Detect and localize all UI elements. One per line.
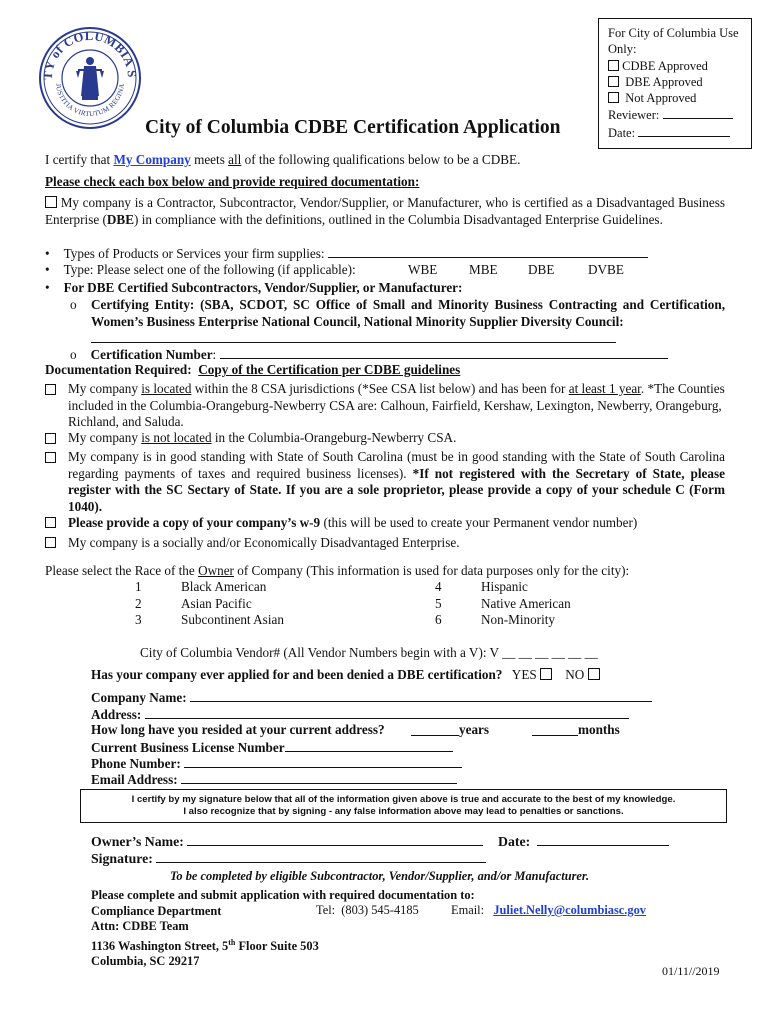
located-checkbox[interactable] — [45, 384, 56, 395]
race-label-1: Black American — [181, 579, 267, 594]
office-option-not: Not Approved — [608, 90, 751, 106]
types-products-line: • Types of Products or Services your firm supplies: — [45, 245, 648, 262]
disadvantaged-checkbox-row — [45, 535, 725, 552]
disadvantaged-text: My company is a socially and/or Economically Disadvantaged Enterprise. — [68, 535, 460, 550]
race-num-5[interactable]: 5 — [435, 596, 442, 611]
disadvantaged-checkbox[interactable] — [45, 537, 56, 548]
not-approved-checkbox[interactable] — [608, 92, 619, 103]
tel-line: Tel: (803) 545-4185 — [316, 903, 419, 917]
race-label-4: Hispanic — [481, 579, 528, 594]
attn-line: Attn: CDBE Team — [91, 919, 189, 933]
contact-email-link[interactable]: Juliet.Nelly@columbiasc.gov — [493, 903, 646, 917]
attestation-box — [80, 789, 727, 823]
email-contact-line: Email: Juliet.Nelly@columbiasc.gov — [451, 903, 646, 917]
owner-name-input[interactable] — [187, 833, 483, 846]
years-label: years — [459, 722, 490, 737]
race-num-1[interactable]: 1 — [135, 579, 142, 594]
city-seal — [38, 26, 142, 130]
submit-heading: Please complete and submit application with required documentation to: — [91, 888, 475, 902]
email-field: Email Address: — [91, 771, 457, 788]
submit-block — [91, 888, 475, 970]
months-label: months — [578, 722, 620, 737]
cert-number-input[interactable] — [220, 346, 668, 359]
office-option-dbe: DBE Approved — [608, 74, 751, 90]
good-standing-checkbox[interactable] — [45, 452, 56, 463]
not-located-checkbox[interactable] — [45, 433, 56, 444]
check-heading: Please check each box below and provide required documentation: — [45, 174, 420, 189]
certify-line: I certify that My Company meets all of the following qualifications below to be a CDBE. — [45, 152, 521, 167]
good-standing-checkbox-row — [45, 449, 725, 515]
race-label-3: Subcontinent Asian — [181, 612, 284, 627]
race-num-4[interactable]: 4 — [435, 579, 442, 594]
documentation-required: Documentation Required: Copy of the Certification per CDBE guidelines — [45, 362, 461, 377]
department-line: Compliance Department — [91, 903, 222, 918]
certifying-entity: Certifying Entity: (SBA, SCDOT, SC Office of Small and Minority Business Contracting and Certification, Women’s Business Enterprise National Council, National Minority Supplier Diversity Council: — [91, 297, 725, 329]
my-company-link[interactable]: My Company — [113, 152, 191, 167]
located-checkbox-row — [45, 381, 725, 431]
not-located-text: My company is not located in the Columbia-Orangeburg-Newberry CSA. — [68, 430, 457, 445]
not-located-checkbox-row — [45, 430, 725, 447]
race-question: Please select the Race of the Owner of Company (This information is used for data purposes only for the city): — [45, 563, 630, 578]
good-standing-text: My company is in good standing with State of South Carolina (must be in good standing with the State of South Carolina regarding payments of taxes and required business licenses). *If not registered with the Secretary of State, please register with the SC Sectary of State. If you are a sole proprietor, please provide a copy of your schedule C (Form 1040). — [68, 449, 725, 514]
w9-checkbox-row — [45, 515, 725, 532]
page-title: City of Columbia CDBE Certification Application — [145, 117, 561, 138]
office-date-input[interactable] — [638, 124, 730, 137]
denied-question: Has your company ever applied for and been denied a DBE certification? YES NO — [91, 667, 600, 683]
products-services-input[interactable] — [328, 245, 648, 258]
address-input[interactable] — [145, 706, 629, 719]
resided-field: How long have you resided at your current address? — [91, 722, 385, 737]
years-input[interactable] — [411, 735, 459, 736]
type-select-line: • Type: Please select one of the following (if applicable): — [45, 262, 356, 277]
seal-graphic — [38, 26, 142, 130]
justice-figure-icon — [76, 57, 104, 100]
denied-no-checkbox[interactable] — [588, 668, 600, 680]
race-label-6: Non-Minority — [481, 612, 555, 627]
signature-date-input[interactable] — [537, 833, 669, 846]
dbe-certified-line: • For DBE Certified Subcontractors, Vendor/Supplier, or Manufacturer: — [45, 280, 463, 295]
race-num-3[interactable]: 3 — [135, 612, 142, 627]
type-option-wbe[interactable]: WBE — [408, 262, 438, 277]
signature-date-field: Date: — [498, 833, 669, 850]
type-option-mbe[interactable]: MBE — [469, 262, 498, 277]
address-field: Address: — [91, 706, 629, 723]
contractor-statement: My company is a Contractor, Subcontractor, Vendor/Supplier, or Manufacturer, who is certified as a Disadvantaged Business Enterprise (DBE) in compliance with the definitions, outlined in the Columbia Disadvantaged Enterprise Guidelines. — [45, 195, 726, 227]
office-date-field: Date: — [608, 124, 751, 141]
street-line: 1136 Washington Street, 5th Floor Suite 503 — [91, 937, 319, 953]
w9-text: Please provide a copy of your company’s w-9 (this will be used to create your Permanent vendor number) — [68, 515, 638, 530]
type-option-dbe[interactable]: DBE — [528, 262, 555, 277]
city-line: Columbia, SC 29217 — [91, 954, 200, 969]
email-input[interactable] — [181, 771, 457, 784]
contractor-checkbox[interactable] — [45, 196, 57, 208]
race-label-2: Asian Pacific — [181, 596, 252, 611]
seal-top-text: TY of COLUMBIA S — [40, 28, 140, 81]
company-name-field: Company Name: — [91, 689, 652, 706]
located-text: My company is located within the 8 CSA jurisdictions (*See CSA list below) and has been for at least 1 year. *The Counties included in the Columbia-Orangeburg-Newberry CSA are: Calhoun, Fairfield, Kershaw, Lexington, Newberry, Orangeburg, Richland, and Saluda. — [68, 381, 725, 429]
cert-number-line: o Certification Number: — [70, 346, 668, 363]
license-field: Current Business License Number — [91, 739, 453, 756]
attestation-line-1: I certify by my signature below that all of the information given above is true and accurate to the best of my knowledge. — [131, 794, 676, 805]
vendor-number-field[interactable]: City of Columbia Vendor# (All Vendor Numbers begin with a V): V __ __ __ __ __ __ — [140, 645, 598, 660]
race-num-6[interactable]: 6 — [435, 612, 442, 627]
office-use-heading: For City of Columbia Use — [608, 26, 739, 40]
dbe-approved-checkbox[interactable] — [608, 76, 619, 87]
sub-marker-1: o — [70, 297, 77, 312]
office-option-cdbe: CDBE Approved — [608, 58, 751, 74]
signature-input[interactable] — [156, 850, 486, 863]
type-option-dvbe[interactable]: DVBE — [588, 262, 624, 277]
attestation-line-2: I also recognize that by signing - any false information above may lead to penalties or sanctions. — [183, 806, 624, 817]
months-input[interactable] — [532, 735, 578, 736]
signature-field: Signature: — [91, 850, 486, 867]
license-input[interactable] — [285, 739, 453, 752]
owner-name-field: Owner’s Name: — [91, 833, 483, 850]
reviewer-input[interactable] — [663, 106, 733, 119]
phone-field: Phone Number: — [91, 755, 462, 772]
footer-date: 01/11//2019 — [662, 964, 720, 978]
reviewer-field: Reviewer: — [608, 106, 751, 123]
company-name-input[interactable] — [190, 689, 652, 702]
phone-input[interactable] — [184, 755, 462, 768]
eligible-note: To be completed by eligible Subcontractor, Vendor/Supplier, and/or Manufacturer. — [170, 869, 590, 883]
certifying-entity-input[interactable] — [91, 342, 616, 343]
cdbe-approved-checkbox[interactable] — [608, 60, 619, 71]
w9-checkbox[interactable] — [45, 517, 56, 528]
race-num-2[interactable]: 2 — [135, 596, 142, 611]
seal-bottom-text: JUSTITIA VIRTUTUM REGINA — [54, 82, 127, 119]
denied-yes-checkbox[interactable] — [540, 668, 552, 680]
race-label-5: Native American — [481, 596, 571, 611]
office-use-heading-2: Only: — [608, 42, 637, 57]
office-use-box — [598, 18, 752, 149]
